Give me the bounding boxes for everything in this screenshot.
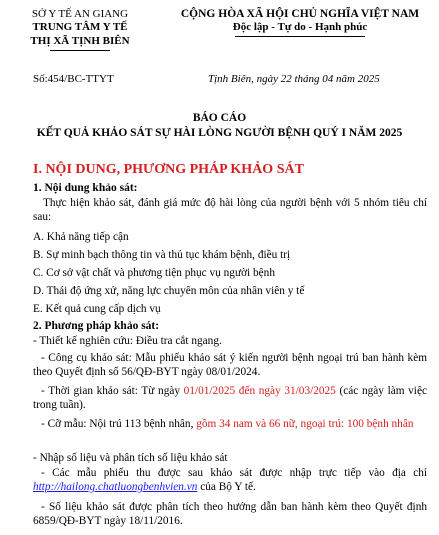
criteria-item: B. Sự minh bạch thông tin và thủ tục khám bệnh, điều trị bbox=[33, 249, 291, 261]
criteria-item: A. Khả năng tiếp cận bbox=[33, 231, 129, 243]
section-heading: I. NỘI DUNG, PHƯƠNG PHÁP KHẢO SÁT bbox=[33, 162, 304, 177]
criteria-item: D. Thái độ ứng xử, năng lực chuyên môn của nhân viên y tế bbox=[33, 285, 305, 297]
org-underline bbox=[50, 50, 110, 51]
time-suffix: (các ngày làm việc trong tuần). bbox=[33, 385, 427, 411]
criteria-item: C. Cơ sở vật chất và phương tiện phục vụ người bệnh bbox=[33, 267, 275, 279]
intro-paragraph: Thực hiện khảo sát, đánh giá mức độ hài lòng của người bệnh với 5 nhóm tiêu chí sau: bbox=[33, 197, 427, 223]
time-range: 01/01/2025 đến ngày 31/03/2025 bbox=[183, 385, 336, 397]
sample-prefix: - Cỡ mẫu: Nội trú 113 bệnh nhân, bbox=[41, 418, 197, 430]
nation-title: CỘNG HÒA XÃ HỘI CHỦ NGHĨA VIỆT NAM bbox=[180, 8, 420, 20]
subsection-content-heading: 1. Nội dung khảo sát: bbox=[33, 182, 138, 194]
sample-detail: gồm 34 nam và 66 nữ, ngoại trú: 100 bệnh nhân bbox=[196, 418, 414, 430]
method-time bbox=[33, 384, 427, 412]
motto-underline bbox=[235, 36, 365, 37]
time-prefix: - Thời gian khảo sát: Từ ngày bbox=[41, 385, 184, 397]
org-line-2: TRUNG TÂM Y TẾ bbox=[32, 21, 128, 33]
method-forms bbox=[33, 466, 427, 494]
place-date: Tịnh Biên, ngày 22 tháng 04 năm 2025 bbox=[208, 73, 380, 85]
method-design: - Thiết kế nghiên cứu: Điều tra cắt ngang. bbox=[33, 335, 222, 347]
survey-link[interactable]: http://hailong.chatluongbenhvien.vn bbox=[33, 481, 198, 493]
method-data-entry: - Nhập số liệu và phân tích số liệu khảo sát bbox=[33, 452, 228, 464]
forms-prefix: - Các mẫu phiếu thu được sau khảo sát được nhập trực tiếp vào địa chỉ bbox=[41, 467, 427, 479]
subsection-method-heading: 2. Phương pháp khảo sát: bbox=[33, 320, 160, 332]
report-subtitle: KẾT QUẢ KHẢO SÁT SỰ HÀI LÒNG NGƯỜI BỆNH QUÝ I NĂM 2025 bbox=[36, 127, 403, 139]
method-sample bbox=[33, 417, 427, 431]
org-line-3: THỊ XÃ TỊNH BIÊN bbox=[30, 35, 130, 47]
org-line-1: SỞ Y TẾ AN GIANG bbox=[31, 8, 129, 20]
forms-suffix: của Bộ Y tế. bbox=[197, 481, 256, 493]
criteria-item: E. Kết quả cung cấp dịch vụ bbox=[33, 303, 161, 315]
document-number: Số:454/BC-TTYT bbox=[33, 73, 114, 85]
method-analysis: - Số liệu khảo sát được phân tích theo hướng dẫn ban hành kèm theo Quyết định 6859/QĐ-BYT ngày 18/11/2016. bbox=[33, 501, 427, 527]
motto: Độc lập - Tự do - Hạnh phúc bbox=[232, 21, 368, 33]
method-tool: - Công cụ khảo sát: Mẫu phiếu khảo sát ý kiến người bệnh ngoại trú ban hành kèm theo Quyết định số 56/QĐ-BYT ngày 08/01/2024. bbox=[33, 352, 427, 378]
report-title: BÁO CÁO bbox=[192, 112, 247, 124]
